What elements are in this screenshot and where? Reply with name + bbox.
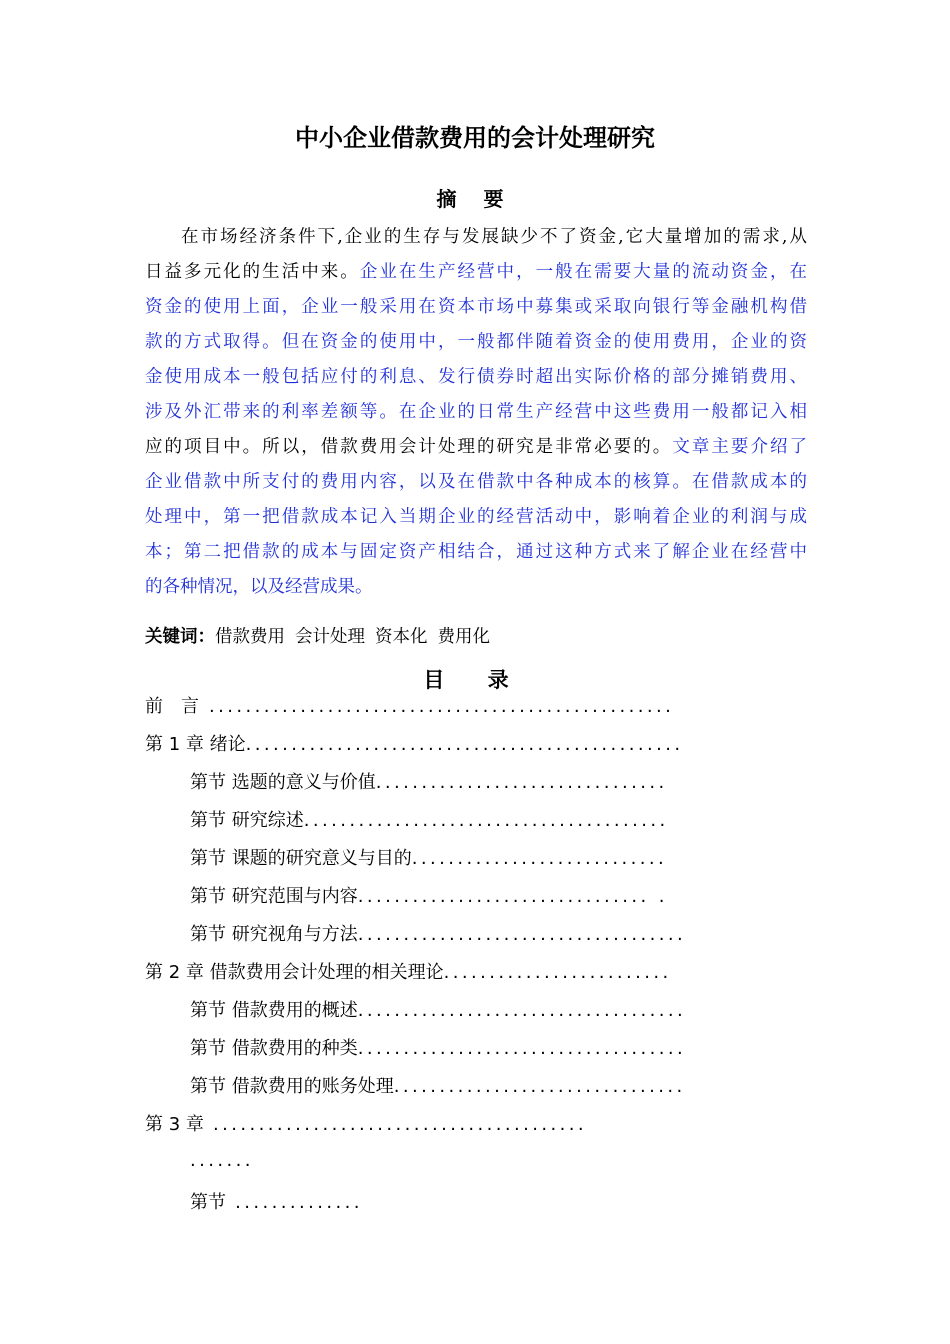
keywords-label: 关键词： xyxy=(145,627,215,647)
abstract-line: 的各种情况，以及经营成果。 xyxy=(145,577,373,597)
toc-entry[interactable] xyxy=(190,844,667,870)
toc-heading: 目 录 xyxy=(423,668,527,692)
toc-entry-label: 第节 研究综述 xyxy=(190,810,304,831)
abstract-line: 应的项目中。所以，借款费用会计处理的研究是非常必要的。文章主要介绍了 xyxy=(145,437,808,457)
abstract-line: 涉及外汇带来的利率差额等。在企业的日常生产经营中这些费用一般都记入相 xyxy=(145,402,807,422)
toc-entry-label: 前 言 xyxy=(145,696,199,717)
toc-entry-label: 第 3 章 xyxy=(145,1114,204,1135)
toc-entry[interactable] xyxy=(190,1188,363,1214)
toc-entry-label: 第节 借款费用的种类 xyxy=(190,1038,358,1059)
toc-leader-dots: ......................... xyxy=(443,962,672,983)
abstract-line: 日益多元化的生活中来。企业在生产经营中，一般在需要大量的流动资金，在 xyxy=(145,262,808,282)
keyword: 费用化 xyxy=(437,627,490,647)
abstract-line: 本；第二把借款的成本与固定资产相结合，通过这种方式来了解企业在经营中 xyxy=(145,542,807,562)
toc-leader-dots: .................................... xyxy=(357,1038,687,1059)
toc-entry[interactable] xyxy=(190,768,668,794)
toc-entry-label: 第节 研究范围与内容 xyxy=(190,886,358,907)
toc-entry-label: 第节 借款费用的账务处理 xyxy=(190,1076,394,1097)
toc-entry[interactable] xyxy=(145,692,674,718)
toc-entry[interactable] xyxy=(190,996,686,1022)
toc-entry[interactable] xyxy=(190,1034,686,1060)
toc-leader-dots: .................................... xyxy=(357,1000,687,1021)
toc-entry[interactable] xyxy=(190,920,686,946)
toc-entry[interactable] xyxy=(145,958,672,984)
toc-leader-dots: ................................................... xyxy=(209,696,675,717)
toc-entry[interactable] xyxy=(145,1110,587,1136)
toc-entry-label: 第节 课题的研究意义与目的 xyxy=(190,848,412,869)
abstract-line: 款的方式取得。但在资金的使用中，一般都伴随着资金的使用费用，企业的资 xyxy=(145,332,807,352)
toc-entry[interactable] xyxy=(190,1072,686,1098)
toc-leader-dots: ......................................... xyxy=(203,1114,588,1135)
toc-entry-label: 第 2 章 借款费用会计处理的相关理论 xyxy=(145,962,444,983)
abstract-heading: 摘 要 xyxy=(436,187,514,211)
toc-leader-dots: ....... xyxy=(190,1150,254,1171)
document-title: 中小企业借款费用的会计处理研究 xyxy=(295,124,655,152)
keyword: 借款费用 xyxy=(215,627,285,647)
keyword: 资本化 xyxy=(375,627,428,647)
toc-leader-dots: ................................ xyxy=(375,772,668,793)
toc-entry[interactable] xyxy=(190,806,669,832)
toc-leader-dots: .............. xyxy=(226,1192,363,1213)
abstract-line: 处理中，第一把借款成本记入当期企业的经营活动中，影响着企业的利润与成 xyxy=(145,507,807,527)
toc-leader-dots: ................................ xyxy=(393,1076,686,1097)
abstract-line: 资金的使用上面，企业一般采用在资本市场中募集或采取向银行等金融机构借 xyxy=(145,297,807,317)
toc-entry[interactable] xyxy=(190,882,668,908)
toc-entry-label: 第节 研究视角与方法 xyxy=(190,924,358,945)
keywords-line xyxy=(145,623,500,648)
toc-entry[interactable] xyxy=(190,1150,254,1171)
toc-leader-dots: ............................ xyxy=(411,848,668,869)
toc-leader-dots: ................................................ xyxy=(245,734,684,755)
abstract-line: 在市场经济条件下,企业的生存与发展缺少不了资金,它大量增加的需求,从 xyxy=(181,227,807,247)
toc-leader-dots: .................................... xyxy=(357,924,687,945)
keyword: 会计处理 xyxy=(295,627,365,647)
toc-entry-label: 第节 xyxy=(190,1192,226,1213)
abstract-line: 企业借款中所支付的费用内容，以及在借款中各种成本的核算。在借款成本的 xyxy=(145,472,807,492)
toc-entry[interactable] xyxy=(145,730,683,756)
abstract-line: 金使用成本一般包括应付的利息、发行债券时超出实际价格的部分摊销费用、 xyxy=(145,367,807,387)
toc-leader-dots: ................................ . xyxy=(357,886,668,907)
toc-entry-label: 第节 选题的意义与价值 xyxy=(190,772,376,793)
abstract-body xyxy=(145,220,807,605)
toc-entry-label: 第节 借款费用的概述 xyxy=(190,1000,358,1021)
toc-leader-dots: ........................................ xyxy=(303,810,669,831)
toc-entry-label: 第 1 章 绪论 xyxy=(145,734,246,755)
